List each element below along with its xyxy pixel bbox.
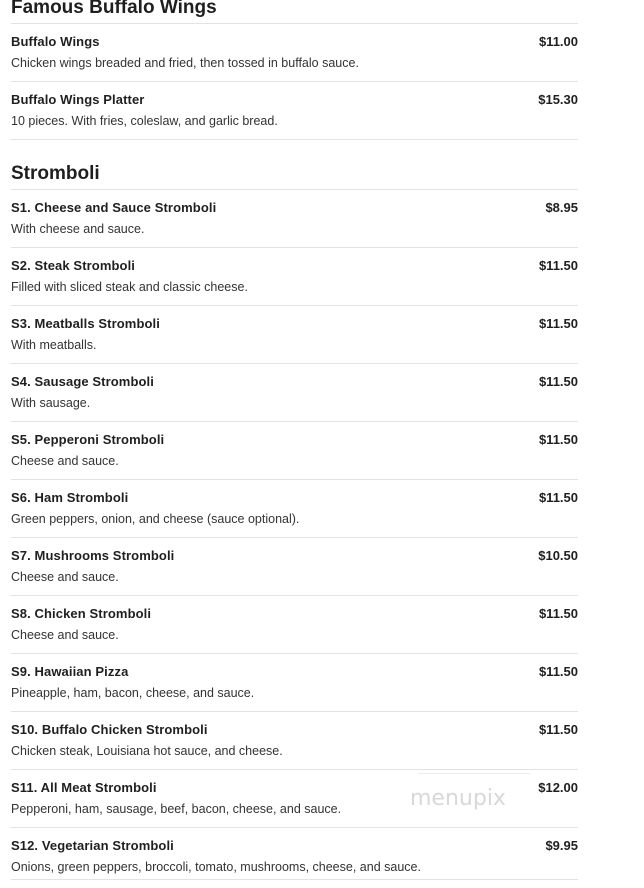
menu-item[interactable]: [11, 538, 578, 596]
item-name: S8. Chicken Stromboli: [11, 606, 152, 621]
section-title: Stromboli: [11, 163, 100, 184]
item-description: Cheese and sauce.: [11, 570, 119, 584]
item-description: With meatballs.: [11, 338, 97, 352]
item-description: With cheese and sauce.: [11, 222, 145, 236]
menu-item[interactable]: [11, 422, 578, 480]
item-price: $11.50: [538, 316, 578, 331]
item-price: $15.30: [538, 92, 578, 107]
item-description: Cheese and sauce.: [11, 454, 119, 468]
item-name: S5. Pepperoni Stromboli: [11, 432, 165, 447]
menu-item[interactable]: [11, 24, 578, 82]
menu-item[interactable]: [11, 364, 578, 422]
item-price: $10.50: [538, 548, 578, 563]
item-description: Cheese and sauce.: [11, 628, 119, 642]
item-name: S6. Ham Stromboli: [11, 490, 129, 505]
item-name: S2. Steak Stromboli: [11, 258, 135, 273]
item-price: $11.00: [538, 34, 578, 49]
menu-item[interactable]: [11, 712, 578, 770]
menu-item[interactable]: [11, 190, 578, 248]
item-description: Filled with sliced steak and classic cheese.: [11, 280, 248, 294]
item-name: Buffalo Wings Platter: [11, 92, 145, 107]
menu-item[interactable]: [11, 596, 578, 654]
item-description: 10 pieces. With fries, coleslaw, and garlic bread.: [11, 114, 278, 128]
item-name: S1. Cheese and Sauce Stromboli: [11, 200, 217, 215]
menu-item[interactable]: [11, 248, 578, 306]
item-price: $12.00: [538, 780, 578, 795]
item-name: S9. Hawaiian Pizza: [11, 664, 129, 679]
item-name: S10. Buffalo Chicken Stromboli: [11, 722, 208, 737]
item-price: $11.50: [538, 258, 578, 273]
watermark-logo: menupix: [410, 786, 506, 811]
item-name: Buffalo Wings: [11, 34, 100, 49]
item-description: Pepperoni, ham, sausage, beef, bacon, cheese, and sauce.: [11, 802, 342, 816]
item-description: Onions, green peppers, broccoli, tomato, mushrooms, cheese, and sauce.: [11, 860, 421, 874]
menu-item[interactable]: [11, 82, 578, 140]
watermark-rule: [418, 773, 530, 774]
menu-item[interactable]: [11, 770, 578, 828]
menu-item[interactable]: [11, 654, 578, 712]
item-description: With sausage.: [11, 396, 91, 410]
menu-item[interactable]: [11, 480, 578, 538]
section-title: Famous Buffalo Wings: [11, 0, 217, 18]
menu-section-buffalo-wings: [11, 0, 578, 140]
item-description: Pineapple, ham, bacon, cheese, and sauce.: [11, 686, 255, 700]
menu-item[interactable]: [11, 828, 578, 885]
item-price: $11.50: [538, 374, 578, 389]
item-price: $8.95: [545, 200, 578, 215]
item-name: S11. All Meat Stromboli: [11, 780, 157, 795]
item-price: $11.50: [538, 490, 578, 505]
item-price: $11.50: [538, 722, 578, 737]
item-name: S7. Mushrooms Stromboli: [11, 548, 175, 563]
item-price: $11.50: [538, 664, 578, 679]
bottom-divider: [11, 879, 578, 880]
item-name: S3. Meatballs Stromboli: [11, 316, 160, 331]
menu-item[interactable]: [11, 306, 578, 364]
item-price: $11.50: [538, 606, 578, 621]
item-description: Chicken steak, Louisiana hot sauce, and cheese.: [11, 744, 283, 758]
item-name: S12. Vegetarian Stromboli: [11, 838, 174, 853]
item-price: $11.50: [538, 432, 578, 447]
item-name: S4. Sausage Stromboli: [11, 374, 154, 389]
item-description: Green peppers, onion, and cheese (sauce optional).: [11, 512, 300, 526]
menu-page: [11, 0, 578, 885]
menu-section-stromboli: [11, 160, 578, 885]
item-price: $9.95: [545, 838, 578, 853]
item-description: Chicken wings breaded and fried, then tossed in buffalo sauce.: [11, 56, 359, 70]
